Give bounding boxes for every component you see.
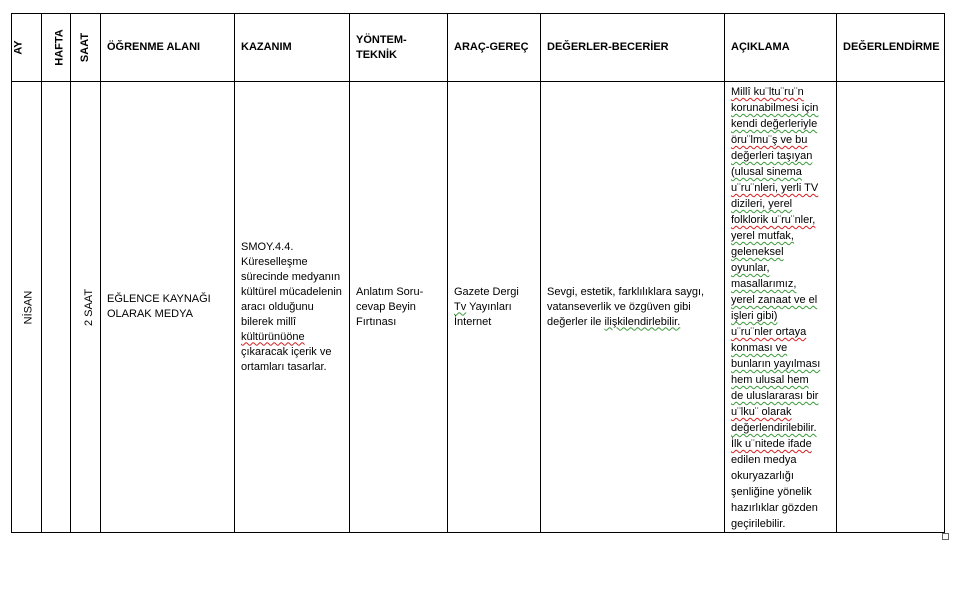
aciklama-line [731,180,830,196]
aciklama-line-text: u¨lku¨ olarak [731,406,792,418]
grammar-mark-tv: Tv [454,300,467,313]
aciklama-line-text: u¨ru¨nleri, yerli TV [731,182,819,194]
cell-ogrenme-alani: EĞLENCE KAYNAĞI OLARAK MEDYA [101,82,235,533]
header-saat: SAAT [71,14,101,82]
aciklama-line-text: değerlendirilebilir. [731,422,817,434]
aciklama-line [731,244,830,260]
aciklama-line [731,100,830,116]
aciklama-line-text: yerel zanaat ve el [731,294,818,306]
aciklama-line-text: u¨ru¨nler ortaya [731,326,807,338]
aciklama-line [731,436,830,452]
aciklama-line-text: edilen medya [731,454,797,466]
aciklama-text [731,84,830,532]
aciklama-line-text: folklorik u¨ru¨nler, [731,214,816,226]
cell-degerler-beceriler: Sevgi, estetik, farklılıklara saygı, vatanseverlik ve özgüven gibi değerler ile ilişkilendirlebilir. [541,82,725,533]
aciklama-line [731,116,830,132]
cell-hafta [42,82,71,533]
header-degerlendirme: DEĞERLENDİRME [837,14,945,82]
cell-yontem-teknik: Anlatım Soru-cevap Beyin Fırtınası [350,82,448,533]
aciklama-line [731,340,830,356]
aciklama-line [731,356,830,372]
aciklama-line [731,420,830,436]
aciklama-line-text: oyunlar, [731,262,770,274]
spell-error-kulturunuone: kültürünüöne [241,330,305,343]
cell-arac-gerec: Gazete Dergi Tv Yayınları İnternet [448,82,541,533]
aciklama-line-text: konması ve [731,342,788,354]
header-kazanim: KAZANIM [235,14,350,82]
header-degerler-beceriler: DEĞERLER-BECERİER [541,14,725,82]
aciklama-line-text: geleneksel [731,246,784,258]
header-arac-gerec: ARAÇ-GEREÇ [448,14,541,82]
aciklama-line-text: (ulusal sinema [731,166,802,178]
cell-ay: NİSAN [12,82,42,533]
header-ogrenme-alani: ÖĞRENME ALANI [101,14,235,82]
aciklama-line-text: masallarımız, [731,278,797,290]
aciklama-line [731,260,830,276]
aciklama-line-text: korunabilmesi için [731,102,819,114]
aciklama-line [731,148,830,164]
cell-kazanim: SMOY.4.4. Küreselleşme sürecinde medyanın kültürel mücadelenin aracı olduğunu bilerek millî kültürünüöne çıkaracak içerik ve ortamları tasarlar. [235,82,350,533]
aciklama-line [731,196,830,212]
cell-degerlendirme [837,82,945,533]
aciklama-line [731,404,830,420]
table-resize-handle[interactable] [942,533,949,540]
aciklama-line [731,372,830,388]
header-hafta: HAFTA [42,14,71,82]
aciklama-line-text: bunların yayılması [731,358,821,370]
aciklama-line [731,132,830,148]
aciklama-line [731,452,830,468]
aciklama-line-text: şenliğine yönelik [731,486,812,498]
header-yontem-teknik: YÖNTEM- TEKNİK [350,14,448,82]
aciklama-line-text: dizileri, yerel [731,198,793,210]
aciklama-line [731,388,830,404]
aciklama-line-text: hazırlıklar gözden [731,502,818,514]
plan-table [11,13,945,533]
aciklama-line-text: öru¨lmu¨ş ve bu [731,134,808,146]
aciklama-line [731,292,830,308]
aciklama-line-text: yerel mutfak, [731,230,794,242]
cell-aciklama [725,82,837,533]
aciklama-line-text: değerleri taşıyan [731,150,813,162]
aciklama-line [731,212,830,228]
aciklama-line [731,276,830,292]
plan-row [12,82,945,533]
aciklama-line-text: de uluslararası bir [731,390,819,402]
aciklama-line-text: hem ulusal hem [731,374,809,386]
aciklama-line [731,84,830,100]
header-row [12,14,945,82]
header-aciklama: AÇIKLAMA [725,14,837,82]
aciklama-line [731,484,830,500]
aciklama-line-text: İlk u¨nitede ifade [731,438,812,450]
aciklama-line [731,324,830,340]
cell-saat: 2 SAAT [71,82,101,533]
aciklama-line [731,308,830,324]
aciklama-line [731,500,830,516]
aciklama-line-text: işleri gibi) [731,310,778,322]
aciklama-line [731,164,830,180]
grammar-mark-iliskilendirlebilir: ilişkilendirlebilir. [604,315,681,328]
aciklama-line-text: geçirilebilir. [731,518,786,530]
aciklama-line-text: Millî ku¨ltu¨ru¨n [731,86,804,98]
aciklama-line [731,516,830,532]
aciklama-line [731,468,830,484]
header-ay: AY [12,14,42,82]
aciklama-line-text: kendi değerleriyle [731,118,818,130]
aciklama-line [731,228,830,244]
aciklama-line-text: okuryazarlığı [731,470,794,482]
